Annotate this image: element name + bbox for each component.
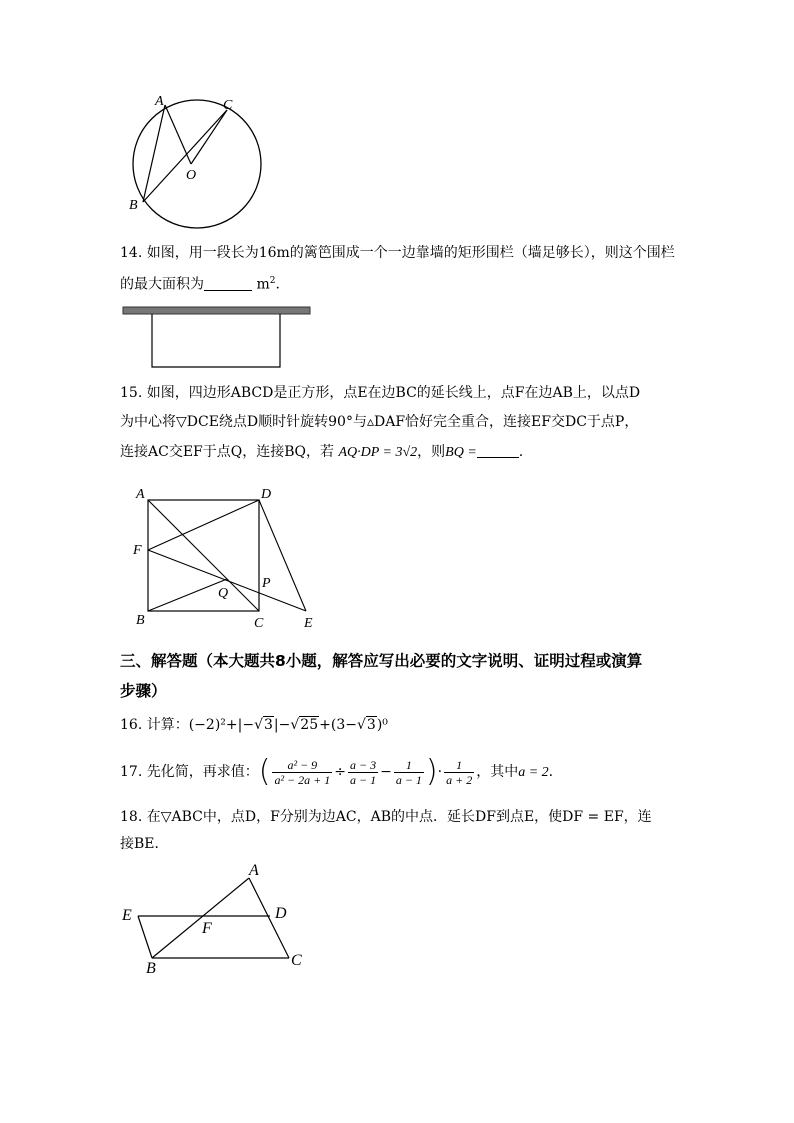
q15-line2 bbox=[120, 412, 638, 432]
square-figure bbox=[128, 484, 328, 630]
circle-figure bbox=[125, 92, 275, 232]
q17-end: . bbox=[548, 764, 554, 780]
label-b: B bbox=[136, 613, 145, 628]
q17-minus: − bbox=[380, 764, 392, 780]
section-heading-line2: 步骤） bbox=[120, 682, 167, 700]
section-heading-2 bbox=[120, 680, 167, 702]
segment-fd bbox=[148, 500, 259, 550]
section-heading-line1: 三、解答题（本大题共8小题，解答应写出必要的文字说明、证明过程或演算 bbox=[120, 652, 643, 670]
q16-line: 16. 计算：(−2)²+|−√3|−√25+(3−√3)⁰ bbox=[120, 717, 388, 733]
q15-line1 bbox=[120, 383, 640, 403]
q17-open-paren: ( bbox=[258, 754, 271, 789]
fence-rectangle bbox=[152, 314, 280, 367]
q17-f2-den: a − 1 bbox=[349, 772, 377, 787]
segment-de bbox=[259, 500, 306, 611]
q17-f4-den: a + 2 bbox=[446, 772, 473, 787]
q16-prefix: 计算： bbox=[146, 717, 189, 733]
q17-prefix: 先化简，再求值： bbox=[146, 764, 259, 780]
q17-fraction-2 bbox=[348, 758, 378, 787]
q16-formula-b: |− bbox=[273, 717, 291, 733]
q16-formula-d: )⁰ bbox=[376, 717, 388, 733]
q15-text-3: 连接AC交EF于点Q，连接BQ，若 bbox=[120, 444, 334, 460]
label-e: E bbox=[304, 616, 313, 630]
label-e: E bbox=[122, 907, 132, 924]
fence-figure bbox=[120, 305, 320, 371]
q17-fraction-1 bbox=[272, 758, 332, 787]
label-q: Q bbox=[218, 586, 229, 601]
label-f: F bbox=[133, 543, 142, 558]
q17-suffix: ，其中 bbox=[476, 764, 519, 780]
segment-ao bbox=[165, 105, 191, 164]
q17-f3-num: 1 bbox=[394, 758, 424, 773]
segment-ab bbox=[152, 878, 249, 958]
label-f: F bbox=[202, 920, 212, 937]
q18-line1 bbox=[120, 807, 652, 827]
wall bbox=[123, 307, 310, 314]
q15-text-2: 为中心将▽DCE绕点D顺时针旋转90°与▵DAF恰好完全重合，连接EF交DC于点P， bbox=[120, 414, 639, 430]
q15-number: 15. bbox=[120, 385, 143, 401]
triangle-figure bbox=[118, 858, 318, 978]
q18-text-1: 在▽ABC中，点D，F分别为边AC，AB的中点．延长DF到点E，使DF = EF，连 bbox=[146, 809, 652, 825]
q14-line1 bbox=[120, 243, 675, 263]
label-a: A bbox=[249, 862, 259, 879]
q15-text-3b: ，则 bbox=[417, 444, 446, 460]
label-b: B bbox=[129, 198, 138, 213]
segment-bc bbox=[143, 110, 227, 202]
q17-f1-den: a² − 2a + 1 bbox=[274, 772, 331, 787]
label-d: D bbox=[261, 487, 272, 502]
segment-eb bbox=[138, 916, 152, 958]
segment-ac bbox=[148, 500, 259, 611]
label-a: A bbox=[136, 487, 145, 502]
q17-dot: · bbox=[437, 764, 443, 780]
q17-div: ÷ bbox=[334, 764, 346, 780]
q16-formula-a: (−2)²+|− bbox=[188, 717, 255, 733]
q15-line3 bbox=[120, 442, 523, 463]
q17-cond: a = 2 bbox=[518, 765, 549, 780]
q16-sqrt3: 3 bbox=[264, 717, 273, 733]
q17-number: 17. bbox=[120, 764, 143, 780]
q18-line2 bbox=[120, 834, 169, 854]
label-b: B bbox=[146, 960, 156, 977]
q17-close-paren: ) bbox=[425, 754, 438, 789]
q17-fraction-3 bbox=[394, 758, 424, 787]
label-c: C bbox=[223, 98, 233, 113]
label-o: O bbox=[186, 168, 197, 183]
q15-period: . bbox=[518, 444, 524, 460]
q16-sqrt25: 25 bbox=[300, 717, 319, 733]
q17-line bbox=[120, 752, 553, 793]
label-d: D bbox=[275, 905, 287, 922]
q18-number: 18. bbox=[120, 809, 143, 825]
q15-bq: BQ = bbox=[445, 445, 477, 460]
q17-f4-num: 1 bbox=[444, 758, 474, 773]
answer-blank-15[interactable] bbox=[477, 443, 519, 458]
q17-f1-num: a² − 9 bbox=[272, 758, 332, 773]
q16-number: 16. bbox=[120, 717, 143, 733]
q14-text-1: 如图，用一段长为16m的篱笆围成一个一边靠墙的矩形围栏（墙足够长），则这个围栏 bbox=[146, 245, 675, 261]
q15-formula: AQ·DP = 3√2 bbox=[338, 445, 418, 460]
answer-blank-14[interactable] bbox=[204, 276, 252, 291]
q16-formula-c: +(3− bbox=[319, 717, 357, 733]
q17-f3-den: a − 1 bbox=[395, 772, 422, 787]
q14-unit: m bbox=[256, 276, 270, 293]
q18-text-2: 接BE． bbox=[120, 836, 169, 852]
q14-text-2: 的最大面积为 bbox=[120, 276, 204, 293]
q15-text-1: 如图，四边形ABCD是正方形，点E在边BC的延长线上，点F在边AB上，以点D bbox=[146, 385, 641, 401]
q14-period: . bbox=[275, 276, 280, 293]
q14-line2 bbox=[120, 271, 280, 295]
label-c: C bbox=[254, 616, 264, 630]
segment-oc bbox=[191, 110, 227, 164]
section-heading bbox=[120, 650, 642, 672]
q16-sqrt3b: 3 bbox=[366, 717, 376, 733]
label-p: P bbox=[262, 576, 271, 591]
q14-unit-sup: 2 bbox=[269, 276, 276, 286]
q14-number: 14. bbox=[120, 245, 143, 261]
label-a: A bbox=[155, 94, 164, 109]
label-c: C bbox=[291, 952, 302, 969]
segment-bq bbox=[148, 579, 227, 611]
segment-ab bbox=[143, 105, 165, 202]
q17-f2-num: a − 3 bbox=[349, 757, 377, 772]
q17-fraction-4 bbox=[444, 758, 474, 787]
